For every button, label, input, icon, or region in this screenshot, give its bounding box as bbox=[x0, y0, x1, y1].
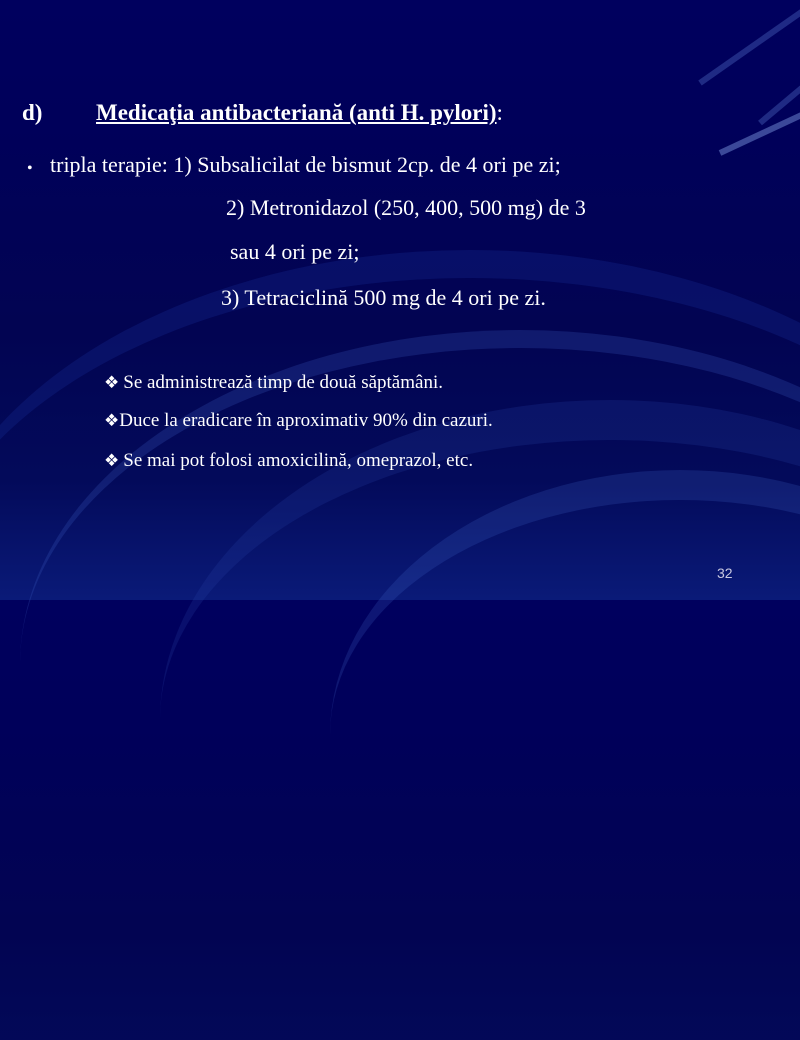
therapy-line-2: 2) Metronidazol (250, 400, 500 mg) de 3 bbox=[226, 195, 586, 220]
diamond-bullet-icon: ❖ bbox=[104, 373, 120, 392]
sub-point bbox=[104, 410, 493, 432]
therapy-line-1: tripla terapie: 1) Subsalicilat de bismut 2cp. de 4 ori pe zi; bbox=[50, 152, 561, 177]
slide-number: 32 bbox=[717, 565, 733, 581]
diamond-bullet-icon: ❖ bbox=[104, 451, 120, 470]
sub-point bbox=[104, 372, 443, 394]
background-streak bbox=[719, 100, 800, 156]
slide-heading bbox=[22, 100, 503, 126]
background-arc bbox=[330, 470, 800, 1000]
therapy-line-4: 3) Tetraciclină 500 mg de 4 ori pe zi. bbox=[221, 285, 546, 310]
sub-point-text: Se mai pot folosi amoxicilină, omeprazol, etc. bbox=[123, 450, 474, 471]
sub-point bbox=[104, 450, 473, 472]
sub-point-text: Duce la eradicare în aproximativ 90% din cazuri. bbox=[119, 410, 493, 431]
heading-marker: d) bbox=[22, 100, 43, 125]
background-arc bbox=[160, 400, 800, 1040]
heading-text: Medicaţia antibacteriană (anti H. pylori) bbox=[96, 100, 497, 125]
background-streak bbox=[698, 0, 800, 85]
therapy-line-3: sau 4 ori pe zi; bbox=[230, 239, 360, 264]
background-arc bbox=[0, 250, 800, 978]
diamond-bullet-icon: ❖ bbox=[104, 411, 120, 430]
bullet-dot-icon: • bbox=[27, 160, 33, 177]
heading-colon: : bbox=[496, 100, 503, 125]
sub-point-text: Se administrează timp de două săptămâni. bbox=[123, 372, 443, 393]
